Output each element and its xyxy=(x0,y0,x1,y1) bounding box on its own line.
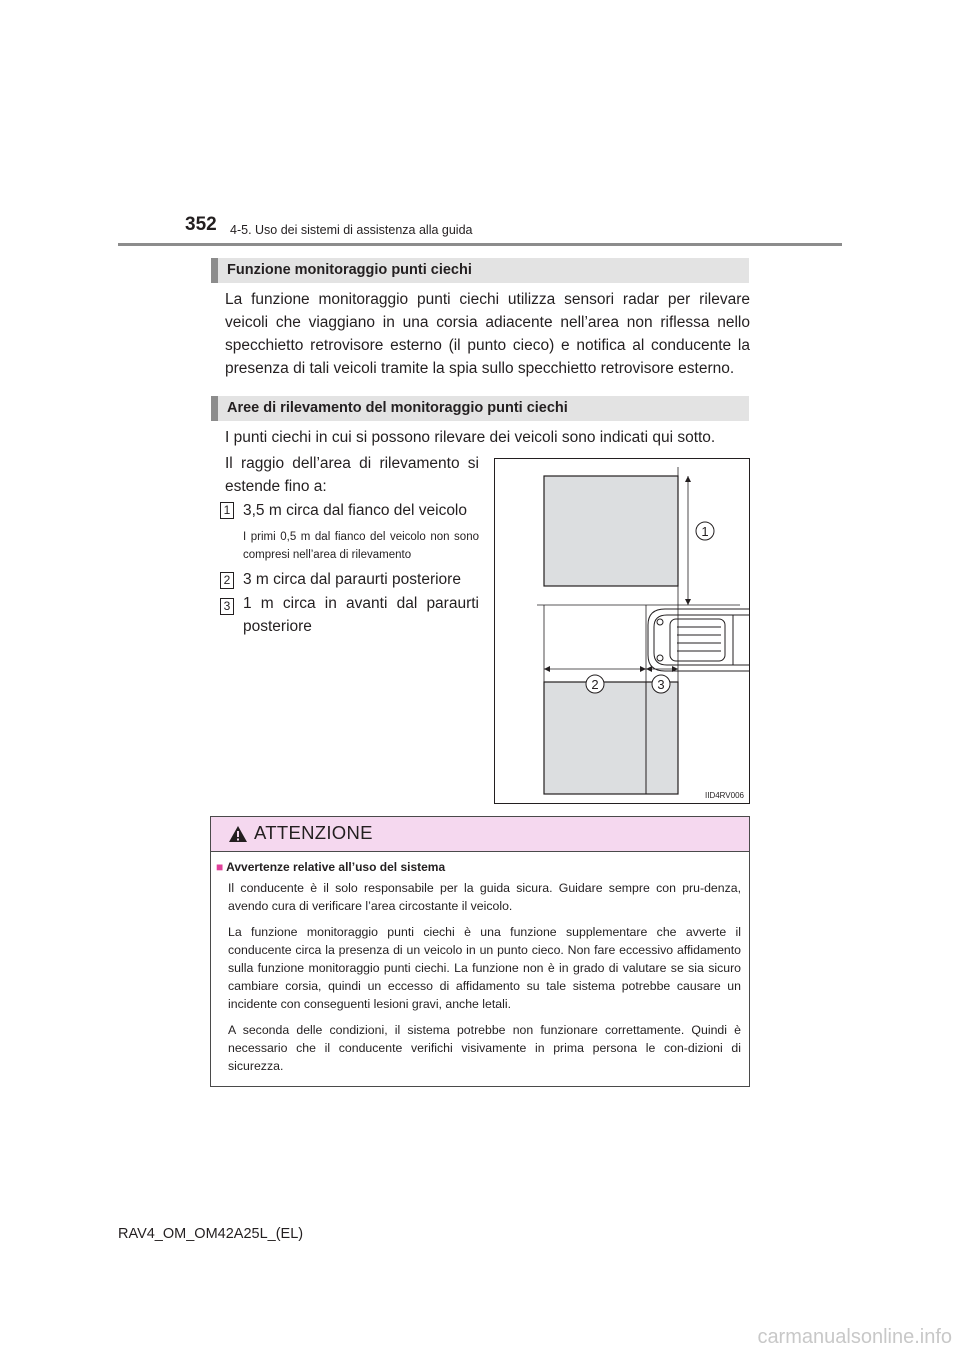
item-text-1: 3,5 m circa dal fianco del veicolo xyxy=(243,502,468,519)
item-text-2: 3 m circa dal paraurti posteriore xyxy=(243,571,461,588)
header-divider xyxy=(118,243,842,246)
warning-triangle-icon xyxy=(228,825,248,843)
warning-title: ATTENZIONE xyxy=(254,822,373,843)
dimension-2-arrow-right xyxy=(640,666,646,672)
dimension-1-arrow-top xyxy=(685,476,691,482)
detection-area-diagram xyxy=(494,458,750,804)
detection-intro: I punti ciechi in cui si possono rilevare dei veicoli sono indicati qui sotto. xyxy=(225,429,716,446)
item-note-1: I primi 0,5 m dal fianco del veicolo non sono compresi nell’area di rilevamento xyxy=(243,531,479,561)
item-marker-1: 1 xyxy=(220,502,234,519)
section-title: 4-5. Uso dei sistemi di assistenza alla guida xyxy=(230,223,473,237)
intro-paragraph: La funzione monitoraggio punti ciechi utilizza sensori radar per rilevare veicoli che viaggiano in una corsia adiacente nell’area non riflessa nello specchietto retrovisore esterno (il punto cieco) e notifica al conducente la presenza di tali veicoli tramite la spia sullo specchietto retrovisore esterno. xyxy=(225,291,750,377)
warning-paragraph-1: Il conducente è il solo responsabile per la guida sicura. Guidare sempre con pru-denza, avendo cura di verificare l’area circostante il veicolo. xyxy=(228,881,741,913)
diagram-svg xyxy=(495,459,749,803)
warning-paragraph-2: La funzione monitoraggio punti ciechi è una funzione supplementare che avverte il conducente circa la presenza di un veicolo in un punto cieco. Non fare eccessivo affidamento sulla funzione monitoraggio punti ciechi. La funzione non è in grado di valutare se sia sicuro cambiare corsia, quindi un eccesso di affidamento su tale sistema potrebbe causare un incidente con conseguenti lesioni gravi, anche letali. xyxy=(228,925,741,1011)
detection-range-lead: Il raggio dell’area di rilevamento si estende fino a: xyxy=(225,455,479,495)
document-code: RAV4_OM_OM42A25L_(EL) xyxy=(118,1226,304,1242)
item-marker-3: 3 xyxy=(220,598,234,615)
side-detection-zone xyxy=(544,476,678,586)
callout-1-label: 1 xyxy=(701,524,709,539)
dimension-1-arrow-bottom xyxy=(685,599,691,605)
warning-subheading-text: Avvertenze relative all’uso del sistema xyxy=(226,860,446,874)
rear-detection-zone xyxy=(544,682,678,794)
warning-header xyxy=(211,817,749,852)
watermark: carmanualsonline.info xyxy=(757,1326,952,1348)
vehicle-illustration xyxy=(648,609,749,671)
page-number: 352 xyxy=(185,214,217,235)
dimension-2-arrow-left xyxy=(544,666,550,672)
warning-box xyxy=(210,816,750,1087)
warning-subheading xyxy=(216,860,445,874)
item-text-3: 1 m circa in avanti dal paraurti posteriore xyxy=(243,595,479,635)
section-heading-blind-spot-function: Funzione monitoraggio punti ciechi xyxy=(211,258,749,283)
dimension-3-arrow-left xyxy=(646,666,652,672)
section-heading-detection-areas: Aree di rilevamento del monitoraggio punti ciechi xyxy=(211,396,749,421)
callout-2-label: 2 xyxy=(591,677,599,692)
warning-paragraph-3: A seconda delle condizioni, il sistema potrebbe non funzionare correttamente. Quindi è necessario che il conducente verifichi visivamente in prima persona le con-dizioni di sicurezza. xyxy=(228,1023,741,1073)
item-marker-2: 2 xyxy=(220,572,234,589)
figure-code: IID4RV006 xyxy=(705,791,744,800)
callout-3-label: 3 xyxy=(657,677,665,692)
square-bullet-icon: ■ xyxy=(216,860,224,874)
